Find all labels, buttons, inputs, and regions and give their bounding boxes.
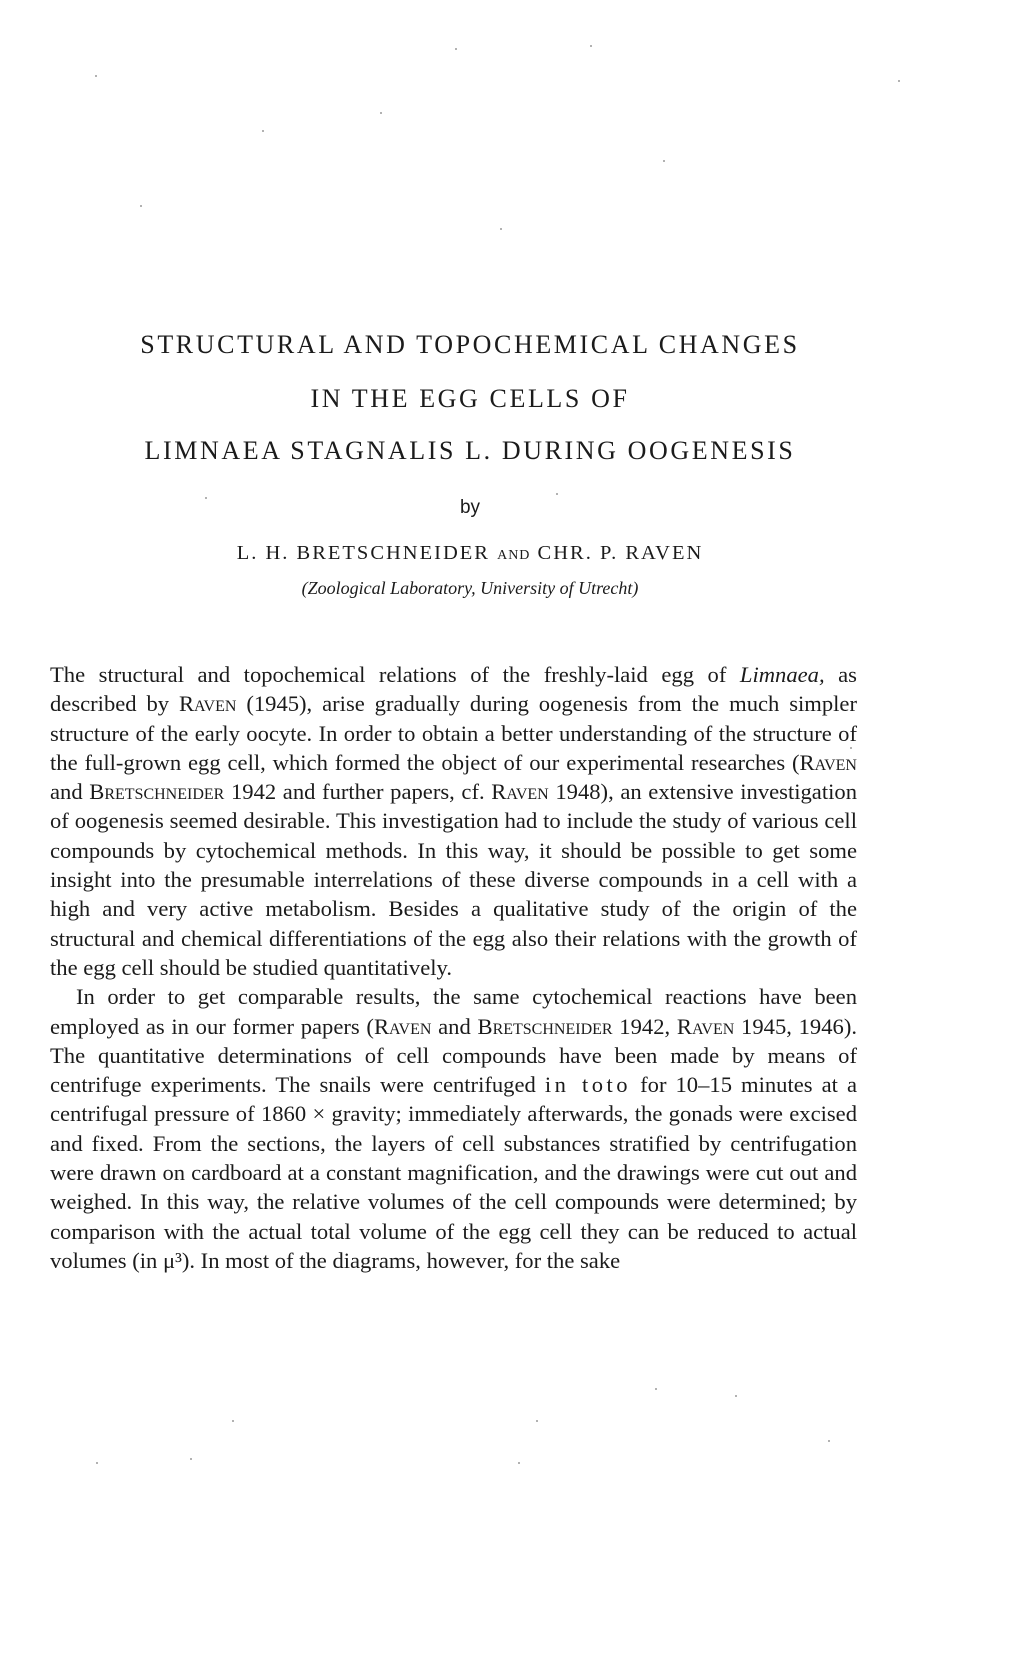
latin-phrase: in toto <box>544 1072 632 1098</box>
text-run: and <box>431 1013 478 1039</box>
text-run: 1948), an extensive investigation of oogenesis seemed desirable. This investigation had to include the study of various cell compounds by cytochemical methods. In this way, it should be possible to get some insight into the presumable interrelations of these diverse compounds in a cell with a high and very active metabolism. Besides a qualitative study of the origin of the structural and chemical differentiations of the egg also their relations with the growth of the egg cell should be studied quantitatively. <box>50 779 857 980</box>
author-citation: Raven <box>491 779 549 805</box>
byline: by <box>459 497 481 518</box>
scan-speck <box>232 1420 234 1422</box>
text-run: for 10–15 minutes at a centrifugal pressure of 1860 × gravity; immediately afterwards, the gonads were excised and fixed. From the sections, the layers of cell substances stratified by centrifugation were drawn on cardboard at a constant magnification, and the drawings were cut out and weighed. In this way, the relative volumes of the cell compounds were determined; by comparison with the actual total volume of the egg cell they can be reduced to actual volumes (in <box>50 1072 857 1273</box>
scan-speck <box>140 205 142 207</box>
author-citation: Bretschneider <box>477 1013 613 1039</box>
affiliation: (Zoological Laboratory, University of Utrecht) <box>301 578 639 598</box>
article-body <box>50 660 857 1275</box>
author-citation: Bretschneider <box>89 779 225 805</box>
text-run: 1945, 1946). The quantitative determinations of cell compounds have been made by means of centrifuge experiments. The snails were centrifuged <box>50 1013 857 1098</box>
paragraph-methods <box>50 982 857 1275</box>
text-run: ). In most of the diagrams, however, for the sake <box>181 1247 621 1273</box>
author-citation: Raven <box>676 1013 735 1039</box>
author-conjunction: AND <box>497 548 531 563</box>
scan-speck <box>590 45 592 47</box>
unit-symbol: μ³ <box>162 1247 182 1273</box>
text-run: The structural and topochemical relations of the freshly-laid egg of <box>50 662 740 687</box>
author-line <box>40 542 900 565</box>
scan-speck <box>663 160 665 162</box>
scan-speck <box>455 48 457 50</box>
scan-speck <box>828 1440 830 1442</box>
text-run: (1945), arise gradually during oogenesis from the much simpler structure of the early oocyte. In order to obtain a better understanding of the structure of the full-grown egg cell, which formed the object of our experimental researches ( <box>50 691 857 775</box>
text-run: In order to get comparable results, the same cytochemical reactions have been employed as in our former papers ( <box>50 984 857 1039</box>
scan-speck <box>380 112 382 114</box>
scan-speck <box>735 1395 737 1397</box>
scan-speck <box>190 1458 192 1460</box>
scan-speck <box>95 75 97 77</box>
scan-speck <box>518 1462 520 1464</box>
author-raven: CHR. P. RAVEN <box>537 542 704 564</box>
author-bretschneider: L. H. BRETSCHNEIDER <box>236 542 490 564</box>
author-citation: Raven <box>373 1013 432 1039</box>
scan-speck <box>655 1388 657 1390</box>
title-line-1: STRUCTURAL AND TOPOCHEMICAL CHANGES <box>140 330 800 359</box>
title-line-2: IN THE EGG CELLS OF <box>310 384 630 413</box>
scan-speck <box>262 130 264 132</box>
scan-speck <box>500 228 502 230</box>
genus-name: Limnaea, <box>739 662 825 687</box>
text-run: as described by <box>50 662 857 717</box>
author-citation: Raven <box>799 749 857 775</box>
scan-speck <box>556 493 558 495</box>
text-run: 1942, <box>612 1013 677 1039</box>
author-citation: Raven <box>178 691 237 717</box>
paragraph-intro <box>50 660 857 982</box>
scan-speck <box>96 1462 98 1464</box>
text-run: and <box>50 779 90 805</box>
scan-speck <box>898 80 900 82</box>
scan-speck <box>536 1420 538 1422</box>
title-line-3: LIMNAEA STAGNALIS L. DURING OOGENESIS <box>144 436 796 465</box>
text-run: 1942 and further papers, cf. <box>224 779 492 805</box>
